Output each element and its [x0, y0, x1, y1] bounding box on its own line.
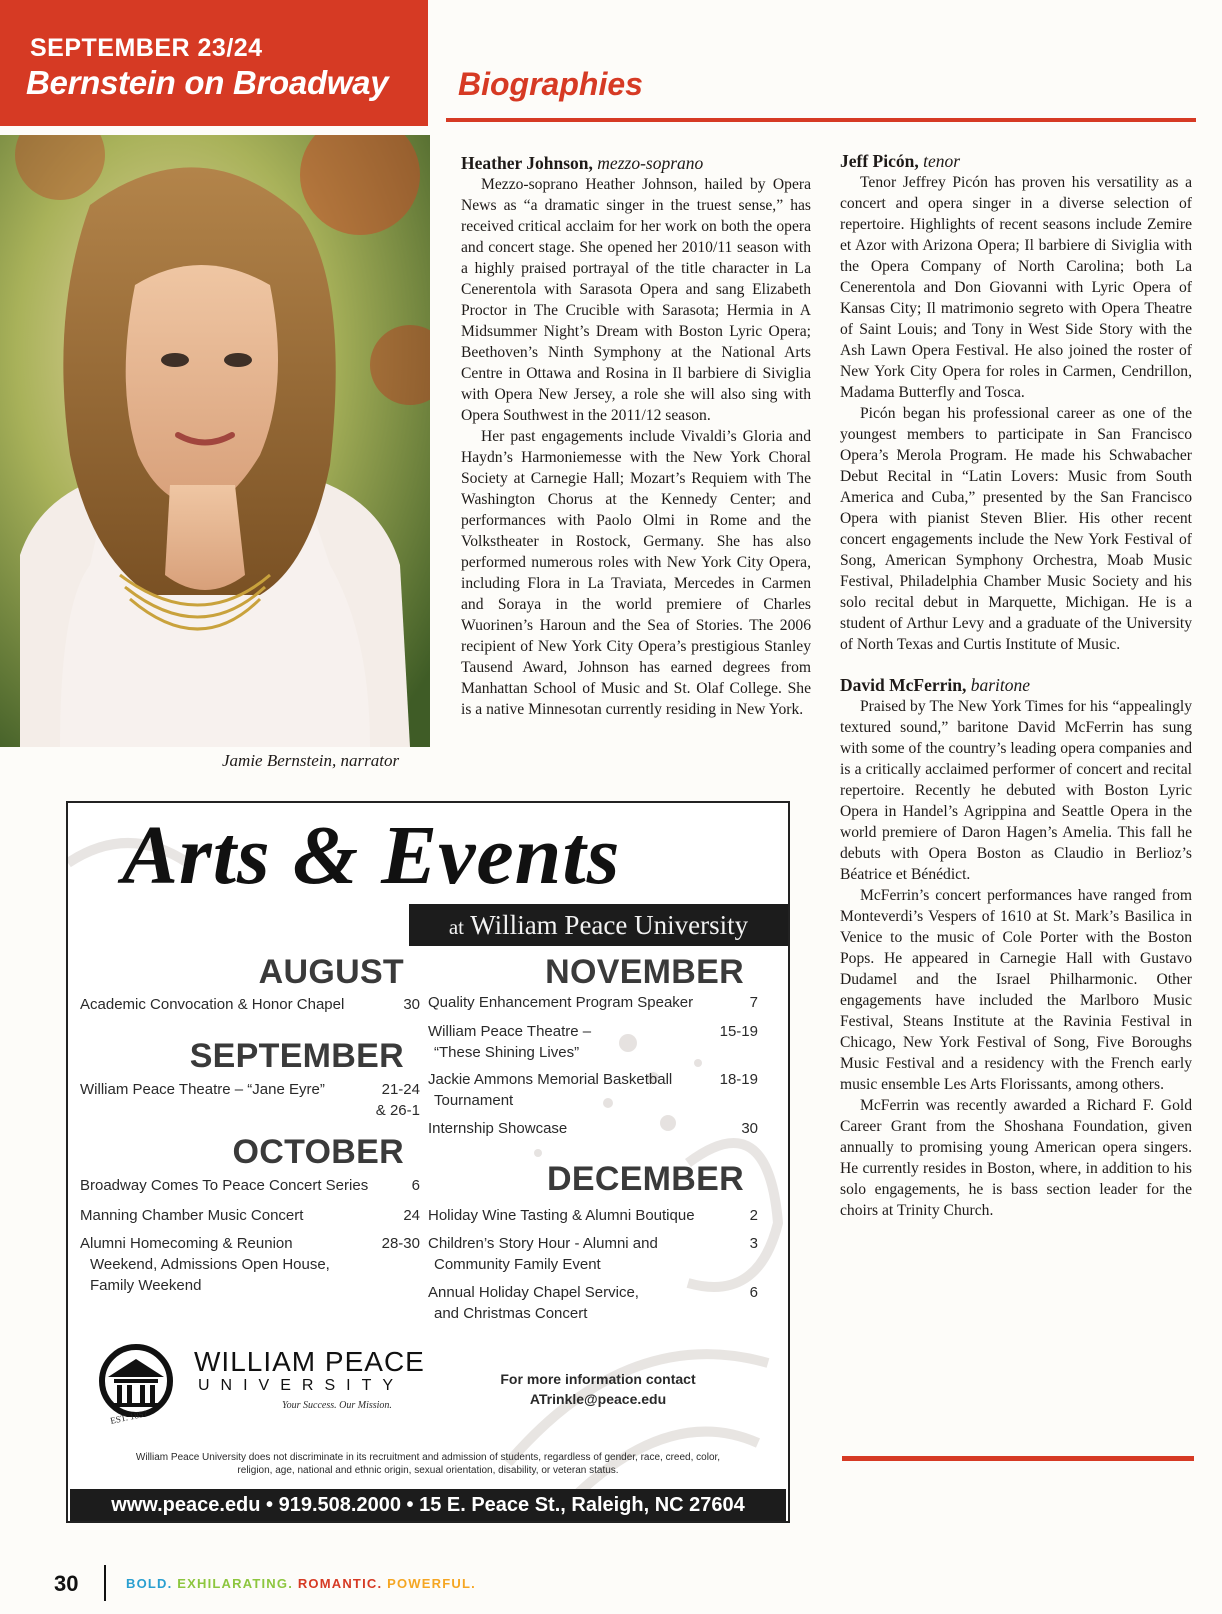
month-november: NOVEMBER: [545, 953, 744, 991]
notice-line: William Peace University does not discriminate in its recruitment and admission of students, regardless of gender, race, creed, color,: [135, 1452, 721, 1463]
event-date: 6: [411, 1177, 420, 1194]
contact-bar: www.peace.edu • 919.508.2000 • 15 E. Peace St., Raleigh, NC 27604: [70, 1489, 786, 1521]
notice-line: religion, age, national and ethnic origin, sexual orientation, disability, or veteran status.: [237, 1465, 619, 1476]
section-title: Biographies: [458, 66, 643, 102]
ad-subtitle: [409, 904, 788, 946]
event-date: 30: [741, 1120, 758, 1137]
event-date: 3: [749, 1235, 758, 1252]
page-number: 30: [54, 1571, 79, 1596]
bio-paragraph: Mezzo-soprano Heather Johnson, hailed by Opera News as “a dramatic singer in the truest sense,” has received critical acclaim for her work on both the opera and concert stage. She opened her 2010/11 season with a highly praised portrayal of the title character in La Cenerentola with Sarasota Opera and sang Elizabeth Proctor in The Crucible with Sarasota; Hermia in A Midsummer Night’s Dream with Boston Lyric Opera; Beethoven’s Ninth Symphony at the National Arts Centre in Ottawa and Rosina in Il barbiere di Siviglia with Opera New Jersey, a role she will also sing with Opera Southwest in the 2011/12 season.: [461, 176, 811, 424]
tagline-bold: BOLD.: [126, 1576, 173, 1591]
event-date: 28-30: [381, 1235, 420, 1252]
event-date: 24: [403, 1207, 420, 1224]
event-name: Manning Chamber Music Concert: [80, 1207, 304, 1224]
tagline-exhilarating: EXHILARATING.: [177, 1576, 294, 1591]
event-name-line3: Family Weekend: [90, 1277, 202, 1294]
bio-paragraph: Picón began his professional career as one of the youngest members to participate in San Francisco Opera’s Merola Program. He made his Schwabacher Debut Recital in “Latin Lovers: Music from South America and Cuba,” presented by the San Francisco Opera with pianist Steven Blier. His other recent concert engagements include the New York Festival of Song, American Symphony Orchestra, Moab Music Festival, Philadelphia Chamber Music Society and his solo recital debut in Marquette, Michigan. He is a student of Arthur Levy and a graduate of the University of North Texas and Curtis Institute of Music.: [840, 405, 1192, 653]
contact-label: For more information contact: [500, 1371, 696, 1387]
contact-info: [458, 1369, 738, 1409]
bio-paragraph: Praised by The New York Times for his “appealingly textured sound,” baritone David McFerrin has sung with some of the country’s leading opera companies and is a critically acclaimed performer of concert and recital repertoire. Recently he debuted with Boston Lyric Opera in Handel’s Agrippina and Seattle Opera in the world premiere of Daron Hagen’s Amelia. This fall he debuts with Opera Boston as Claudio in Berlioz’s Béatrice et Bénédict.: [840, 698, 1192, 883]
event-name-line2: Weekend, Admissions Open House,: [90, 1256, 330, 1273]
event-name: Jackie Ammons Memorial Basketball: [428, 1071, 673, 1088]
event-date: 6: [749, 1284, 758, 1301]
bio-paragraph: Her past engagements include Vivaldi’s Gloria and Haydn’s Harmoniemesse with the New York Choral Society at Carnegie Hall; Mozart’s Requiem with The Washington Chorus at the Kennedy Center; and performances with Paolo Olmi in Rome and the Volkstheater in Rostock, Germany. She has also performed numerous roles with New York City Opera, including Flora in La Traviata, Mercedes in Carmen and Soraya in the world premiere of Charles Wuorinen’s Haroun and the Sea of Stories. The 2006 recipient of New York City Opera’s prestigious Stanley Tausend Award, Johnson has earned degrees from Manhattan School of Music and St. Olaf College. She is a native Minnesotan currently residing in New York.: [461, 428, 811, 718]
event-date-second: & 26-1: [375, 1102, 420, 1119]
event-name: Quality Enhancement Program Speaker: [428, 994, 694, 1011]
event-name: Broadway Comes To Peace Concert Series: [80, 1177, 369, 1194]
event-date: 18-19: [719, 1071, 758, 1088]
bio-column-2: [840, 151, 1192, 1221]
bio-role: tenor: [923, 151, 961, 171]
month-september: SEPTEMBER: [189, 1037, 404, 1075]
event-name: Academic Convocation & Honor Chapel: [80, 996, 345, 1013]
ad-subtitle-name: William Peace University: [470, 910, 749, 940]
photo-caption: Jamie Bernstein, narrator: [222, 751, 400, 770]
event-title: Bernstein on Broadway: [26, 64, 389, 101]
bio-name: David McFerrin,: [840, 675, 967, 695]
month-october: OCTOBER: [232, 1133, 404, 1171]
event-name: William Peace Theatre – “Jane Eyre”: [80, 1081, 325, 1098]
event-name-line2: Community Family Event: [434, 1256, 601, 1273]
event-date: 7: [749, 994, 758, 1011]
footer-divider: [104, 1565, 106, 1601]
bio-heading-david-mcferrin: [840, 675, 1192, 696]
event-name: William Peace Theatre –: [428, 1023, 592, 1040]
event-name: Annual Holiday Chapel Service,: [428, 1284, 639, 1301]
section-rule: [446, 118, 1196, 122]
event-date: SEPTEMBER 23/24: [30, 34, 263, 62]
tagline-romantic: ROMANTIC.: [297, 1576, 383, 1591]
event-name: Internship Showcase: [428, 1120, 568, 1137]
bio-role: mezzo-soprano: [597, 153, 704, 173]
event-name-line2: “These Shining Lives”: [434, 1044, 580, 1061]
narrator-photo: [0, 135, 430, 747]
bio-heading-heather-johnson: [461, 153, 811, 174]
event-name-line2: Tournament: [434, 1092, 514, 1109]
event-date: 30: [403, 996, 420, 1013]
event-date: 2: [749, 1207, 758, 1224]
bio-column-1: [461, 153, 811, 720]
ad-title: Arts & Events: [122, 809, 621, 902]
arts-events-advertisement: [66, 801, 790, 1523]
column-end-rule: [842, 1456, 1194, 1461]
tagline-powerful: POWERFUL.: [387, 1576, 476, 1591]
event-name: Children’s Story Hour - Alumni and: [428, 1235, 658, 1252]
bio-paragraph: McFerrin’s concert performances have ranged from Monteverdi’s Vespers of 1610 at St. Mark’s Basilica in Venice to the music of Cole Porter with the Boston Pops. He appeared in Carnegie Hall with Gustavo Dudamel and the Israel Philharmonic. Other engagements have included the Marlboro Music Festival, Steans Institute at the Ravinia Festival in Chicago, New York Festival of Song, Five Boroughs Music Festival and a residency with the French early music ensemble Les Arts Florissants, among others.: [840, 887, 1192, 1093]
contact-email[interactable]: ATrinkle@peace.edu: [529, 1391, 667, 1407]
event-date: 21-24: [381, 1081, 420, 1098]
bio-heading-jeff-picon: [840, 151, 1192, 172]
university-seal-icon: [86, 1341, 186, 1417]
event-name: Alumni Homecoming & Reunion: [80, 1235, 293, 1252]
month-december: DECEMBER: [547, 1160, 744, 1198]
bio-paragraph: Tenor Jeffrey Picón has proven his versatility as a concert and opera singer in a diverse selection of repertoire. Highlights of recent seasons include Zemire et Azor with Arizona Opera; Il barbiere di Siviglia with the Opera Company of North Carolina; both La Cenerentola and Don Giovanni with Lyric Opera of Kansas City; Il matrimonio segreto with Opera Theatre of Saint Louis; and Tony in West Side Story with the Ash Lawn Opera Festival. He also joined the roster of New York City Opera for roles in Carmen, Cendrillon, Madama Butterfly and Tosca.: [840, 174, 1192, 401]
university-tagline: Your Success. Our Mission.: [282, 1400, 392, 1411]
university-name: WILLIAM PEACE: [194, 1346, 425, 1377]
bio-paragraph: McFerrin was recently awarded a Richard F. Gold Career Grant from the Shoshana Foundation, given annually to promising young American opera singers. He currently resides in Boston, where, in addition to his solo engagements, he is bass section leader for the choirs at Trinity Church.: [840, 1097, 1192, 1219]
bio-name: Heather Johnson,: [461, 153, 593, 173]
bio-name: Jeff Picón,: [840, 151, 919, 171]
month-august: AUGUST: [258, 953, 404, 991]
bio-role: baritone: [970, 675, 1031, 695]
event-name-line2: and Christmas Concert: [434, 1305, 588, 1322]
university-established: EST. 1857: [109, 1408, 149, 1426]
event-date: 15-19: [719, 1023, 758, 1040]
event-name: Holiday Wine Tasting & Alumni Boutique: [428, 1207, 695, 1224]
non-discrimination-notice: [78, 1451, 778, 1477]
season-tagline: [126, 1576, 476, 1591]
university-label: UNIVERSITY: [198, 1377, 405, 1394]
event-header-banner: [0, 0, 428, 126]
ad-subtitle-at: at: [448, 915, 465, 939]
